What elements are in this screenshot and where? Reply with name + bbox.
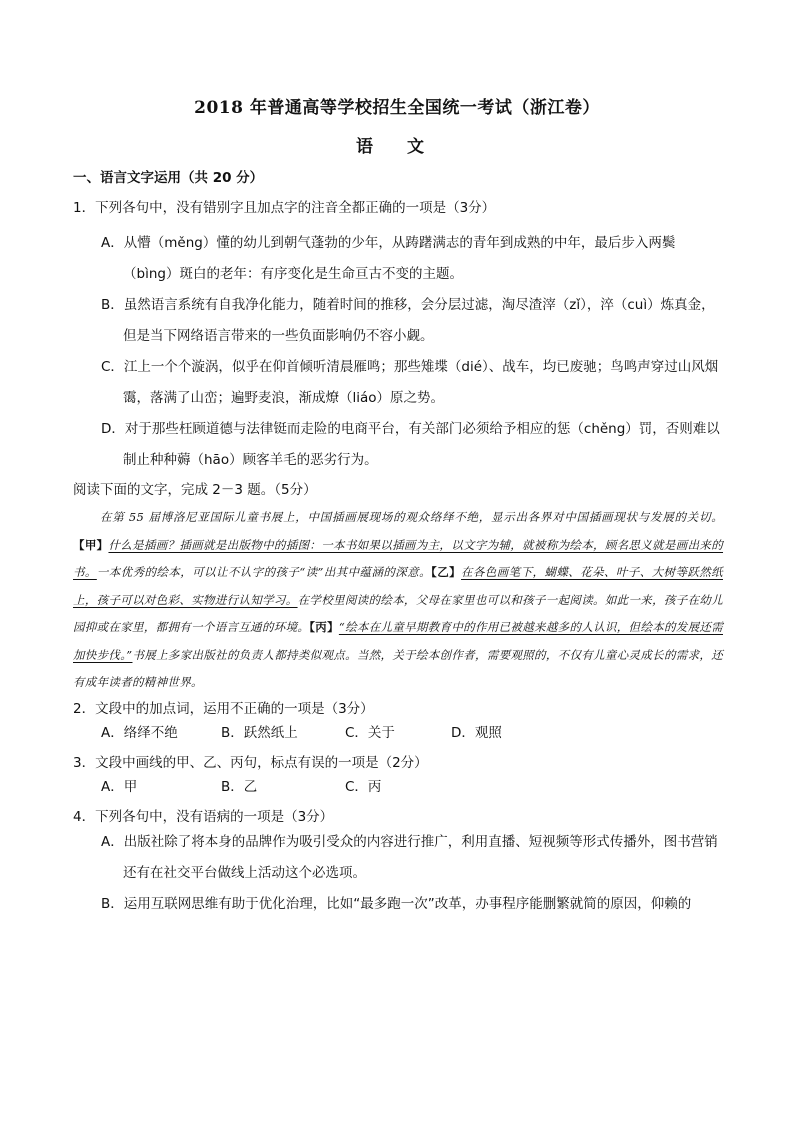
passage-sentence-4: 书展上多家出版社的负责人都持类似观点。当然，关于绘本创作者，需要观照的，不仅有儿童心灵成长的需求，还有成年读者的精神世界。 (73, 647, 723, 689)
exam-content (73, 168, 723, 920)
question-1-option-a: A．从懵（měng）懂的幼儿到朝气蓬勃的少年，从踌躇满志的青年到成熟的中年，最后步入两鬓（bìng）斑白的老年：有序变化是生命亘古不变的主题。 (101, 235, 676, 282)
question-2-stem: 2．文段中的加点词，运用不正确的一项是（3分） (73, 700, 374, 717)
question-2-option-a: A．络绎不绝 (101, 724, 178, 741)
passage-sentence-2: 一本优秀的绘本，可以让不认字的孩子“读”出其中蕴涵的深意。 (96, 565, 432, 579)
question-1-stem: 1．下列各句中，没有错别字且加点字的注音全都正确的一项是（3分） (73, 200, 496, 216)
question-1-option-d: D．对于那些枉顾道德与法律铤而走险的电商平台，有关部门必须给予相应的惩（chěng）罚，否则难以制止种种薅（hāo）顾客羊毛的恶劣行为。 (101, 421, 720, 468)
passage-underline-yi: 在各色画笔下，蝴蝶、花朵、叶子、大树等跃然纸上，孩子可以对色彩、实物进行认知学习。 (73, 565, 723, 607)
question-3-options (101, 777, 723, 797)
passage-sentence-1: 在第 55 届博洛尼亚国际儿童书展上，中国插画展现场的观众络绎不绝，显示出各界对中国插画现状与发展的关切。 (100, 510, 723, 524)
section-heading: 一、语言文字运用（共 20 分） (73, 170, 264, 186)
question-1-option-b: B．虽然语言系统有自我净化能力，随着时间的推移，会分层过滤，淘尽渣滓（zǐ），淬（cuì）炼真金，但是当下网络语言带来的一些负面影响仍不容小觑。 (101, 297, 715, 344)
passage-mark-jia: 【甲】 (73, 537, 109, 552)
question-4-option-b: B．运用互联网思维有助于优化治理，比如“最多跑一次”改革，办事程序能删繁就简的原因，仰赖的 (101, 895, 692, 912)
passage-underline-jia: 什么是插画？插画就是出版物中的插图：一本书如果以插画为主，以文字为辅，就被称为绘本，顾名思义就是画出来的书。 (73, 537, 724, 579)
question-3-option-b: B．乙 (221, 778, 258, 795)
passage-underline-bing: “绘本在儿童早期教育中的作用已被越来越多的人认识，但绘本的发展还需加快步伐。” (73, 620, 723, 662)
passage-mark-yi: 【乙】 (431, 565, 462, 579)
question-2-option-b: B．跃然纸上 (221, 724, 298, 741)
question-3-stem: 3．文段中画线的甲、乙、丙句，标点有误的一项是（2分） (73, 754, 428, 771)
question-3-option-c: C．丙 (345, 778, 382, 795)
reading-passage (73, 504, 723, 697)
subject-title: 语 文 (356, 137, 438, 157)
question-3-option-a: A．甲 (101, 778, 138, 795)
question-2-options (101, 723, 723, 743)
question-4-option-a: A．出版社除了将本身的品牌作为吸引受众的内容进行推广，利用直播、短视频等形式传播外，图书营销还有在社交平台做线上活动这个必选项。 (101, 833, 718, 881)
exam-title: 2018 年普通高等学校招生全国统一考试（浙江卷） (194, 98, 600, 118)
question-4-stem: 4．下列各句中，没有语病的一项是（3分） (73, 808, 334, 825)
passage-sentence-3: 在学校里阅读的绘本，父母在家里也可以和孩子一起阅读。如此一来，孩子在幼儿园抑或在家里，都拥有一个语言互通的环境。 (73, 592, 724, 634)
passage-mark-bing: 【丙】 (309, 620, 339, 634)
question-2-option-d: D．观照 (451, 724, 502, 741)
question-1-option-c: C．江上一个个漩涡，似乎在仰首倾听清晨雁鸣；那些雉堞（dié）、战车，均已废驰；鸟鸣声穿过山风烟霭，落满了山峦；遍野麦浪，渐成燎（liáo）原之势。 (101, 359, 719, 406)
question-2-option-c: C．关于 (345, 724, 395, 741)
reading-instructions: 阅读下面的文字，完成 2－3 题。（5分） (73, 482, 317, 498)
